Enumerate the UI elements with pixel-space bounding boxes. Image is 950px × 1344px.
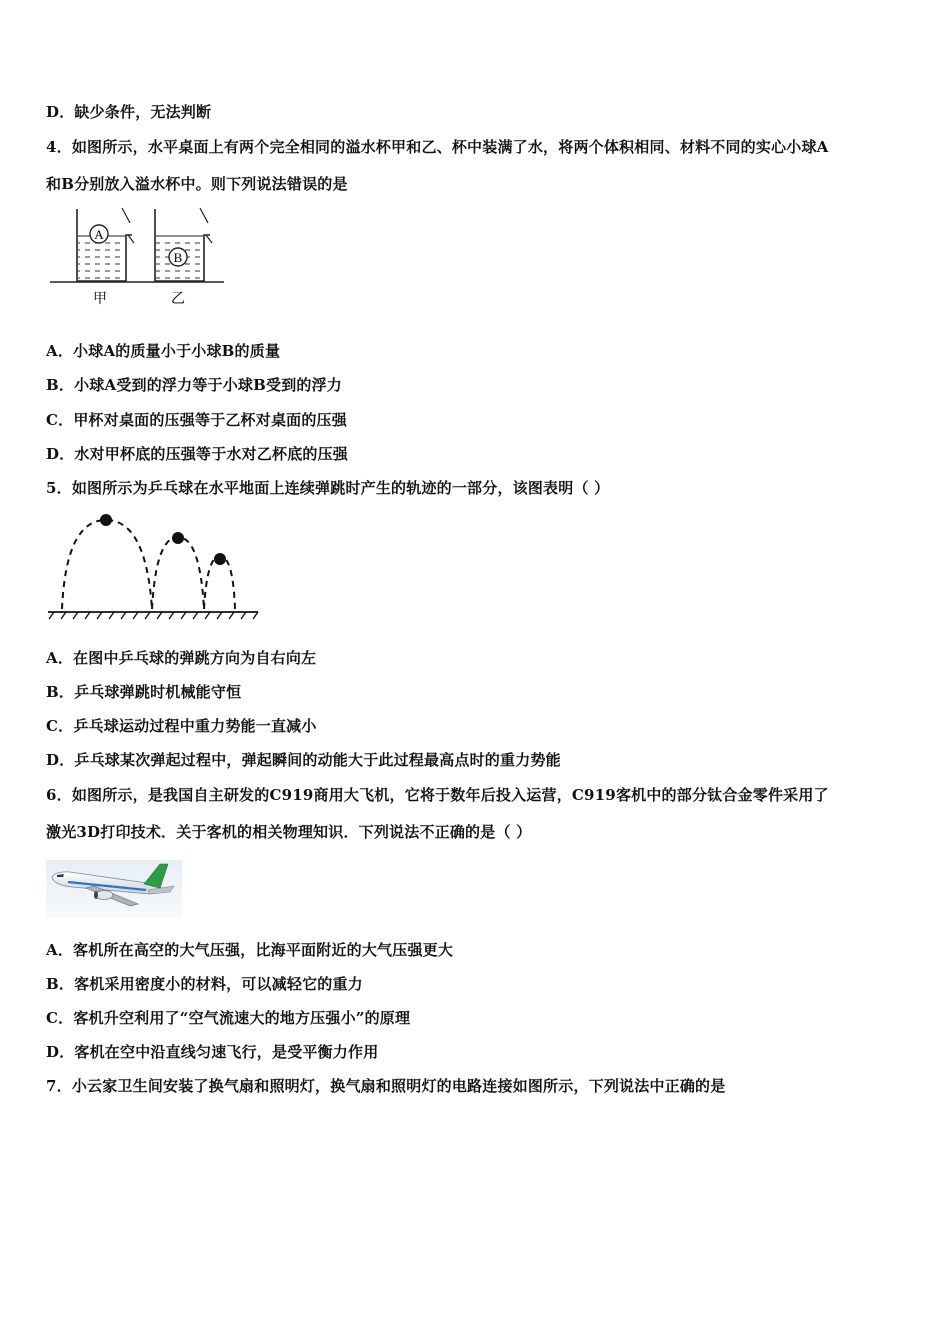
q6-option-b: B．客机采用密度小的材料，可以减轻它的重力 (46, 975, 363, 993)
q4-stem-line2: 和B分别放入溢水杯中。则下列说法错误的是 (46, 175, 348, 193)
q6-stem-line2: 激光3D打印技术．关于客机的相关物理知识．下列说法不正确的是（ ） (46, 823, 532, 841)
q3-option-d: D．缺少条件，无法判断 (46, 103, 212, 121)
q5-option-a: A．在图中乒乓球的弹跳方向为自右向左 (46, 649, 317, 667)
ball-peak-2 (172, 532, 184, 544)
bounce-trajectory (62, 520, 235, 609)
q6-option-a: A．客机所在高空的大气压强，比海平面附近的大气压强更大 (46, 941, 454, 959)
q5-option-c: C．乒乓球运动过程中重力势能一直减小 (46, 717, 317, 735)
q5-ping-pong-bounce-figure (44, 508, 264, 624)
ball-a (90, 225, 108, 243)
q6-option-d: D．客机在空中沿直线匀速飞行，是受平衡力作用 (46, 1043, 379, 1061)
ground (48, 612, 258, 619)
ball-peak-3 (214, 553, 226, 565)
q5-option-b: B．乒乓球弹跳时机械能守恒 (46, 683, 242, 701)
q5-stem: 5．如图所示为乒乓球在水平地面上连续弹跳时产生的轨迹的一部分，该图表明（ ） (46, 479, 610, 497)
q4-option-d: D．水对甲杯底的压强等于水对乙杯底的压强 (46, 445, 349, 463)
ball-b (169, 248, 187, 266)
q4-option-a: A．小球A的质量小于小球B的质量 (46, 342, 281, 360)
label-yi: 乙 (171, 291, 185, 307)
q4-option-c: C．甲杯对桌面的压强等于乙杯对桌面的压强 (46, 411, 347, 429)
q7-stem: 7．小云家卫生间安装了换气扇和照明灯，换气扇和照明灯的电路连接如图所示，下列说法中正确的是 (46, 1077, 726, 1095)
label-jia: 甲 (93, 291, 107, 307)
q4-stem-line1: 4．如图所示，水平桌面上有两个完全相同的溢水杯甲和乙、杯中装满了水，将两个体积相同、材料不同的实心小球A (46, 138, 829, 156)
q4-option-b: B．小球A受到的浮力等于小球B受到的浮力 (46, 376, 342, 394)
q4-overflow-cups-figure (44, 205, 230, 313)
svg-text:A: A (94, 227, 104, 242)
q6-c919-airplane-image (46, 860, 182, 918)
q6-stem-line1: 6．如图所示，是我国自主研发的C919商用大飞机，它将于数年后投入运营，C919客机中的部分钛合金零件采用了 (46, 786, 829, 804)
q6-option-c: C．客机升空利用了“空气流速大的地方压强小”的原理 (46, 1009, 411, 1027)
svg-text:B: B (173, 250, 183, 265)
q5-option-d: D．乒乓球某次弹起过程中，弹起瞬间的动能大于此过程最高点时的重力势能 (46, 751, 561, 769)
ball-peak-1 (100, 514, 112, 526)
cup-yi (155, 208, 212, 281)
cup-jia (77, 208, 134, 281)
